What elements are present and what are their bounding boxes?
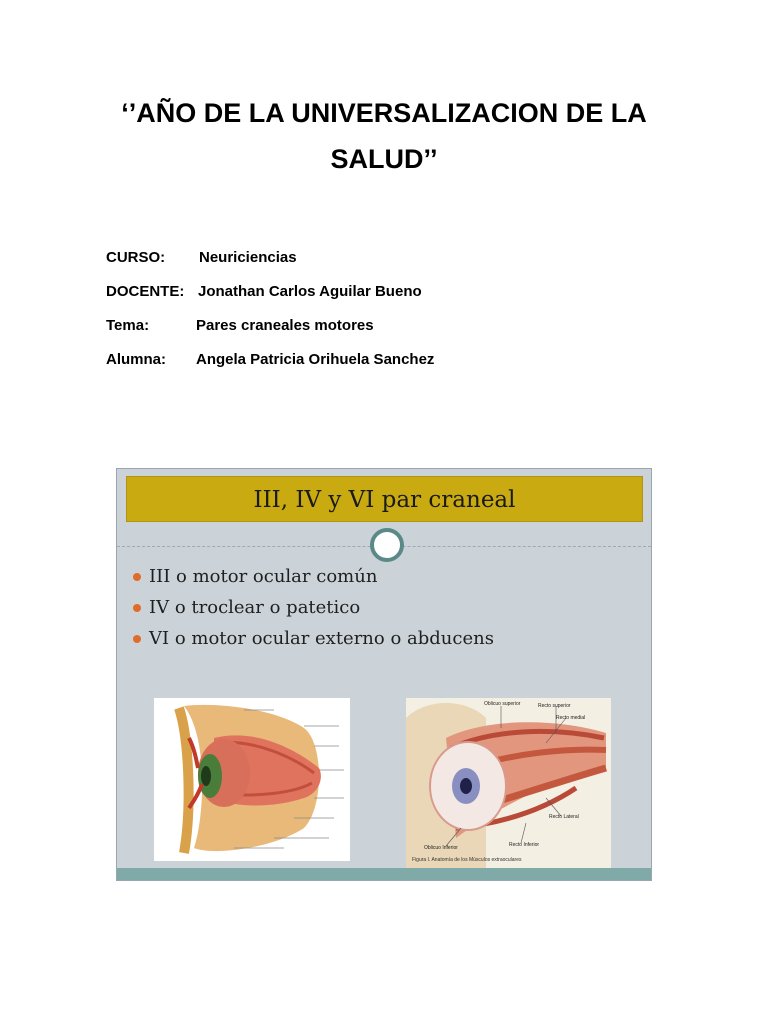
eye-anatomy-sagittal-image — [154, 698, 350, 861]
label-recto-superior: Recto superior — [538, 703, 571, 709]
slide-bullet — [133, 623, 494, 654]
slide-bullet-text: IV o troclear o patetico — [149, 597, 361, 618]
info-value: Angela Patricia Orihuela Sanchez — [196, 351, 435, 368]
slide-image — [116, 468, 652, 881]
title-line-2: SALUD’’ — [330, 144, 438, 174]
info-value: Jonathan Carlos Aguilar Bueno — [198, 283, 422, 300]
slide-bottom-bar — [117, 868, 651, 880]
label-recto-inferior: Recto Inferior — [509, 842, 540, 848]
slide-bullet-list — [133, 561, 494, 654]
info-value: Neuriciencias — [199, 249, 297, 266]
info-label: DOCENTE: — [106, 283, 185, 300]
label-recto-medial: Recto medial — [556, 715, 586, 721]
slide-bullet-text: VI o motor ocular externo o abducens — [149, 628, 494, 649]
slide-bullet-text: III o motor ocular común — [149, 566, 378, 587]
info-value: Pares craneales motores — [196, 317, 374, 334]
label-oblicuo-superior: Oblicuo superior — [484, 701, 521, 707]
figure-caption: Figura I. Anatomía de los Músculos extraoculares — [412, 857, 522, 863]
slide-title: III, IV y VI par craneal — [253, 487, 516, 513]
info-label: Alumna: — [106, 351, 166, 368]
document-title — [100, 90, 668, 182]
circle-ornament-icon — [370, 528, 404, 562]
bullet-dot-icon — [133, 604, 141, 612]
eye-sagittal-illustration — [154, 698, 350, 861]
label-oblicuo-inferior: Oblicuo Inferior — [424, 845, 458, 851]
slide-bullet — [133, 592, 494, 623]
bullet-dot-icon — [133, 635, 141, 643]
info-label: CURSO: — [106, 249, 166, 266]
slide-bullet — [133, 561, 494, 592]
extraocular-muscles-image — [406, 698, 611, 868]
info-label: Tema: — [106, 317, 150, 334]
label-recto-lateral: Recto Lateral — [549, 814, 579, 820]
bullet-dot-icon — [133, 573, 141, 581]
slide-title-bar — [126, 476, 643, 522]
title-line-1: ‘’AÑO DE LA UNIVERSALIZACION DE LA — [121, 98, 647, 128]
extraocular-muscles-illustration — [406, 698, 611, 868]
